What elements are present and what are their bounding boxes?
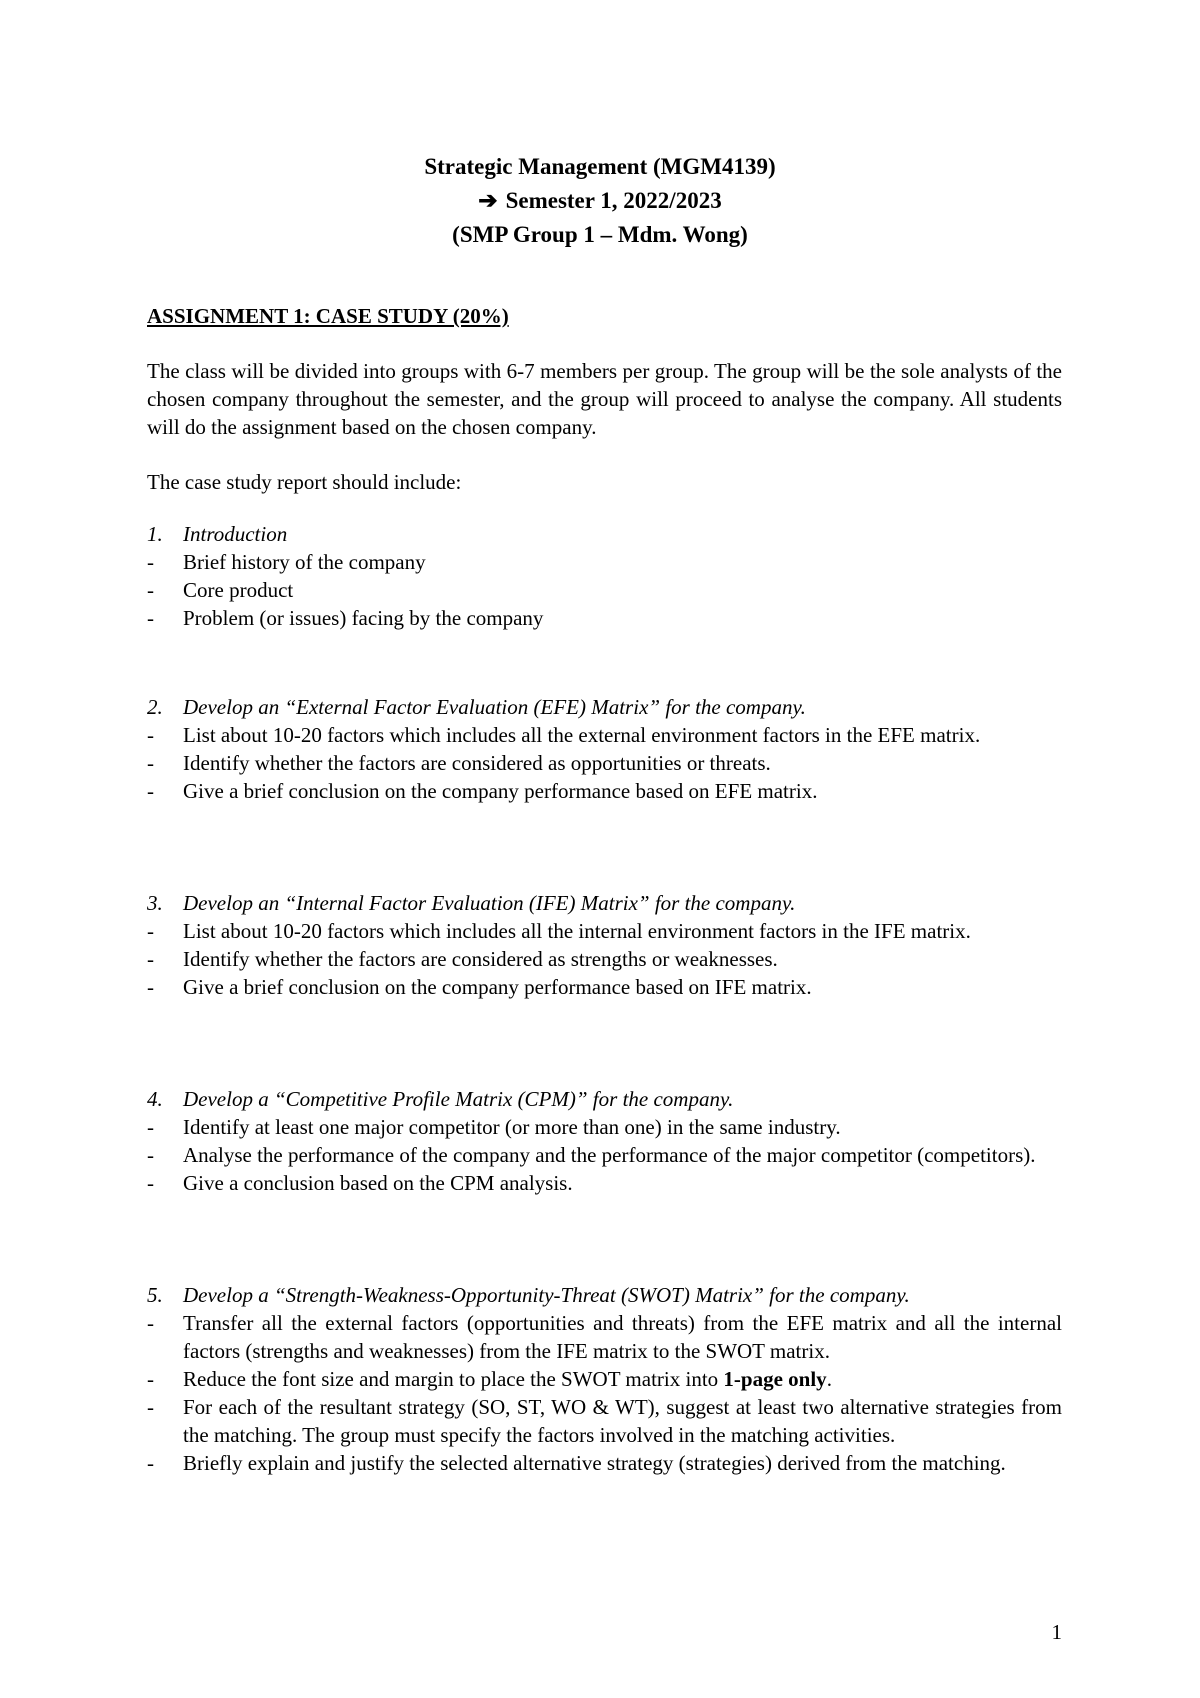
list-item: - For each of the resultant strategy (SO, ST, WO & WT), suggest at least two alternative strategies from the matching. The group must specify the factors involved in the matching activities. [147,1395,1062,1447]
section-introduction [147,520,1062,632]
section-title: Introduction [183,522,288,546]
section-number: 3. [147,891,163,915]
list-item: - Brief history of the company [147,550,426,574]
arrow-right-icon: ➔ [478,188,498,213]
list-item: - Problem (or issues) facing by the company [147,606,544,630]
case-lead: The case study report should include: [147,470,462,494]
section-number: 4. [147,1087,163,1111]
list-item: - Identify whether the factors are considered as opportunities or threats. [147,751,771,775]
course-title: Strategic Management (MGM4139) [424,154,776,179]
section-items [147,1309,1062,1477]
list-item: - Briefly explain and justify the selected alternative strategy (strategies) derived from the matching. [147,1451,1006,1475]
section-efe-matrix [147,693,1062,805]
section-title: Develop a “Competitive Profile Matrix (CPM)” for the company. [183,1087,734,1111]
list-item: - List about 10-20 factors which includes all the external environment factors in the EFE matrix. [147,723,981,747]
assignment-title: ASSIGNMENT 1: CASE STUDY (20%) [147,304,509,328]
list-item: - Reduce the font size and margin to place the SWOT matrix into 1-page only. [147,1367,832,1391]
section-title: Develop an “Internal Factor Evaluation (IFE) Matrix” for the company. [183,891,796,915]
section-number: 5. [147,1283,163,1307]
intro-paragraph: The class will be divided into groups with 6-7 members per group. The group will be the sole analysts of the chosen company throughout the semester, and the group will proceed to analyse the company. All students will do the assignment based on the chosen company. [147,359,1062,439]
section-number: 1. [147,522,163,546]
section-items [147,548,1062,632]
section-title: Develop an “External Factor Evaluation (EFE) Matrix” for the company. [183,695,806,719]
list-item: - Give a conclusion based on the CPM analysis. [147,1171,573,1195]
section-number: 2. [147,695,163,719]
page-number: 1 [1051,1620,1062,1644]
list-item: - Analyse the performance of the company and the performance of the major competitor (competitors). [147,1143,1036,1167]
semester-line [0,184,1200,218]
list-item: - Give a brief conclusion on the company performance based on IFE matrix. [147,975,812,999]
list-item: - Give a brief conclusion on the company performance based on EFE matrix. [147,779,818,803]
document-header [0,150,1200,252]
list-item: - Identify whether the factors are considered as strengths or weaknesses. [147,947,778,971]
emphasis-text: 1-page only [723,1367,827,1391]
section-swot-matrix [147,1281,1062,1477]
section-items [147,721,1062,805]
list-item: - Identify at least one major competitor (or more than one) in the same industry. [147,1115,841,1139]
list-item: - Transfer all the external factors (opportunities and threats) from the EFE matrix and all the internal factors (strengths and weaknesses) from the IFE matrix to the SWOT matrix. [147,1311,1062,1363]
section-ife-matrix [147,889,1062,1001]
section-items [147,917,1062,1001]
list-item: - Core product [147,578,294,602]
section-items [147,1113,1062,1197]
list-item: - List about 10-20 factors which includes all the internal environment factors in the IFE matrix. [147,919,971,943]
section-cpm-matrix [147,1085,1062,1197]
semester-text: Semester 1, 2022/2023 [505,188,722,213]
group-line: (SMP Group 1 – Mdm. Wong) [452,222,748,247]
section-title: Develop a “Strength-Weakness-Opportunity-Threat (SWOT) Matrix” for the company. [183,1283,910,1307]
